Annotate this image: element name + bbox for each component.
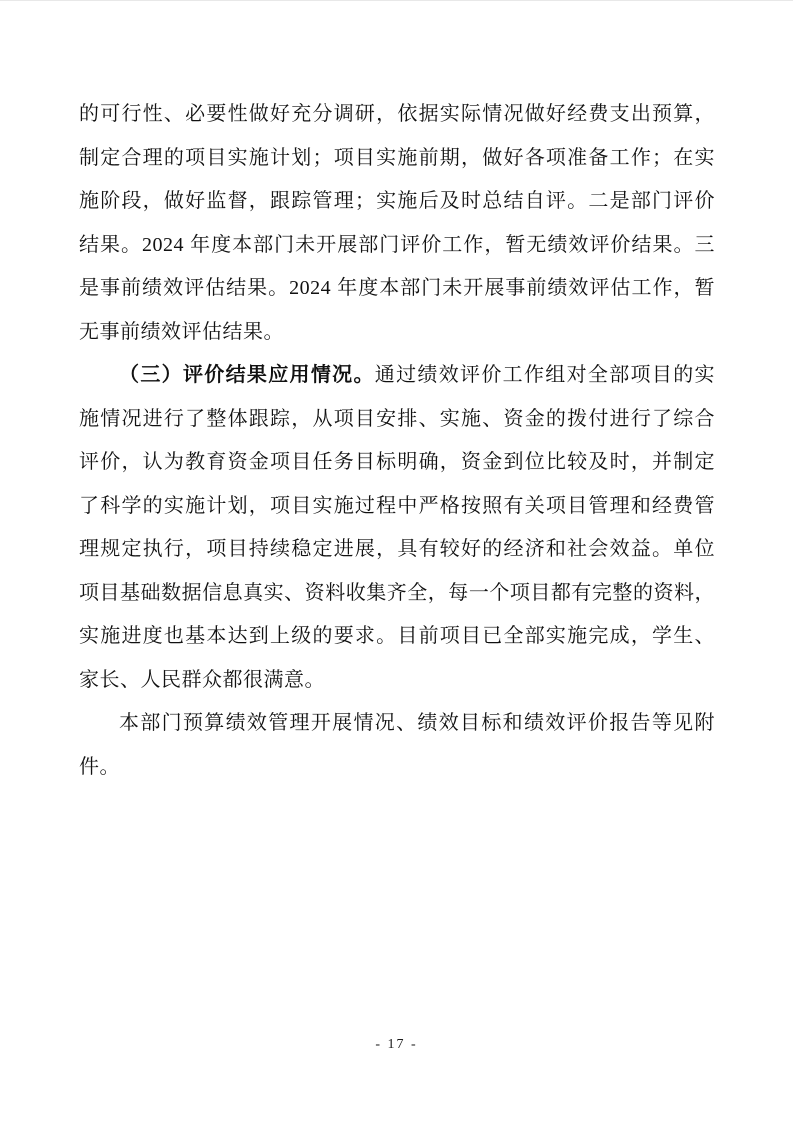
text-run: 理规定执行，项目持续稳定进展，具有较好的经济和社会效益。单位 xyxy=(79,538,715,560)
text-line xyxy=(79,398,715,442)
text-run: 是事前绩效评估结果。2024 年度本部门未开展事前绩效评估工作，暂 xyxy=(79,277,715,299)
bold-text-run: （三）评价结果应用情况。 xyxy=(119,364,375,386)
text-run: 项目基础数据信息真实、资料收集齐全，每一个项目都有完整的资料， xyxy=(79,581,715,604)
text-line xyxy=(79,746,715,790)
document-body xyxy=(79,93,715,789)
text-run: 施情况进行了整体跟踪，从项目安排、实施、资金的拨付进行了综合 xyxy=(79,407,715,430)
text-line xyxy=(79,93,715,137)
text-line xyxy=(79,267,715,311)
text-run: 评价，认为教育资金项目任务目标明确，资金到位比较及时，并制定 xyxy=(79,451,715,473)
page-number: - 17 - xyxy=(375,1037,418,1052)
text-line xyxy=(79,180,715,224)
text-run: 家长、人民群众都很满意。 xyxy=(79,668,325,691)
text-line xyxy=(79,702,715,746)
text-line xyxy=(79,224,715,268)
text-run: 本部门预算绩效管理开展情况、绩效目标和绩效评价报告等见附 xyxy=(119,712,715,734)
text-line xyxy=(79,137,715,181)
text-line xyxy=(79,485,715,529)
text-run: 结果。2024 年度本部门未开展部门评价工作，暂无绩效评价结果。三 xyxy=(79,233,715,256)
text-line xyxy=(79,441,715,485)
text-run: 件。 xyxy=(79,755,120,778)
text-run: 的可行性、必要性做好充分调研，依据实际情况做好经费支出预算， xyxy=(79,103,715,125)
text-run: 施阶段，做好监督，跟踪管理；实施后及时总结自评。二是部门评价 xyxy=(79,190,715,212)
text-line xyxy=(79,659,715,703)
text-run: 实施进度也基本达到上级的要求。目前项目已全部实施完成，学生、 xyxy=(79,625,715,647)
text-line xyxy=(79,615,715,659)
text-run: 了科学的实施计划，项目实施过程中严格按照有关项目管理和经费管 xyxy=(79,494,715,517)
text-line xyxy=(79,572,715,616)
text-line xyxy=(79,528,715,572)
text-run: 无事前绩效评估结果。 xyxy=(79,320,284,343)
text-run: 通过绩效评价工作组对全部项目的实 xyxy=(374,364,715,386)
text-line xyxy=(79,311,715,355)
text-line xyxy=(79,354,715,398)
text-run: 制定合理的项目实施计划；项目实施前期，做好各项准备工作；在实 xyxy=(79,146,715,169)
